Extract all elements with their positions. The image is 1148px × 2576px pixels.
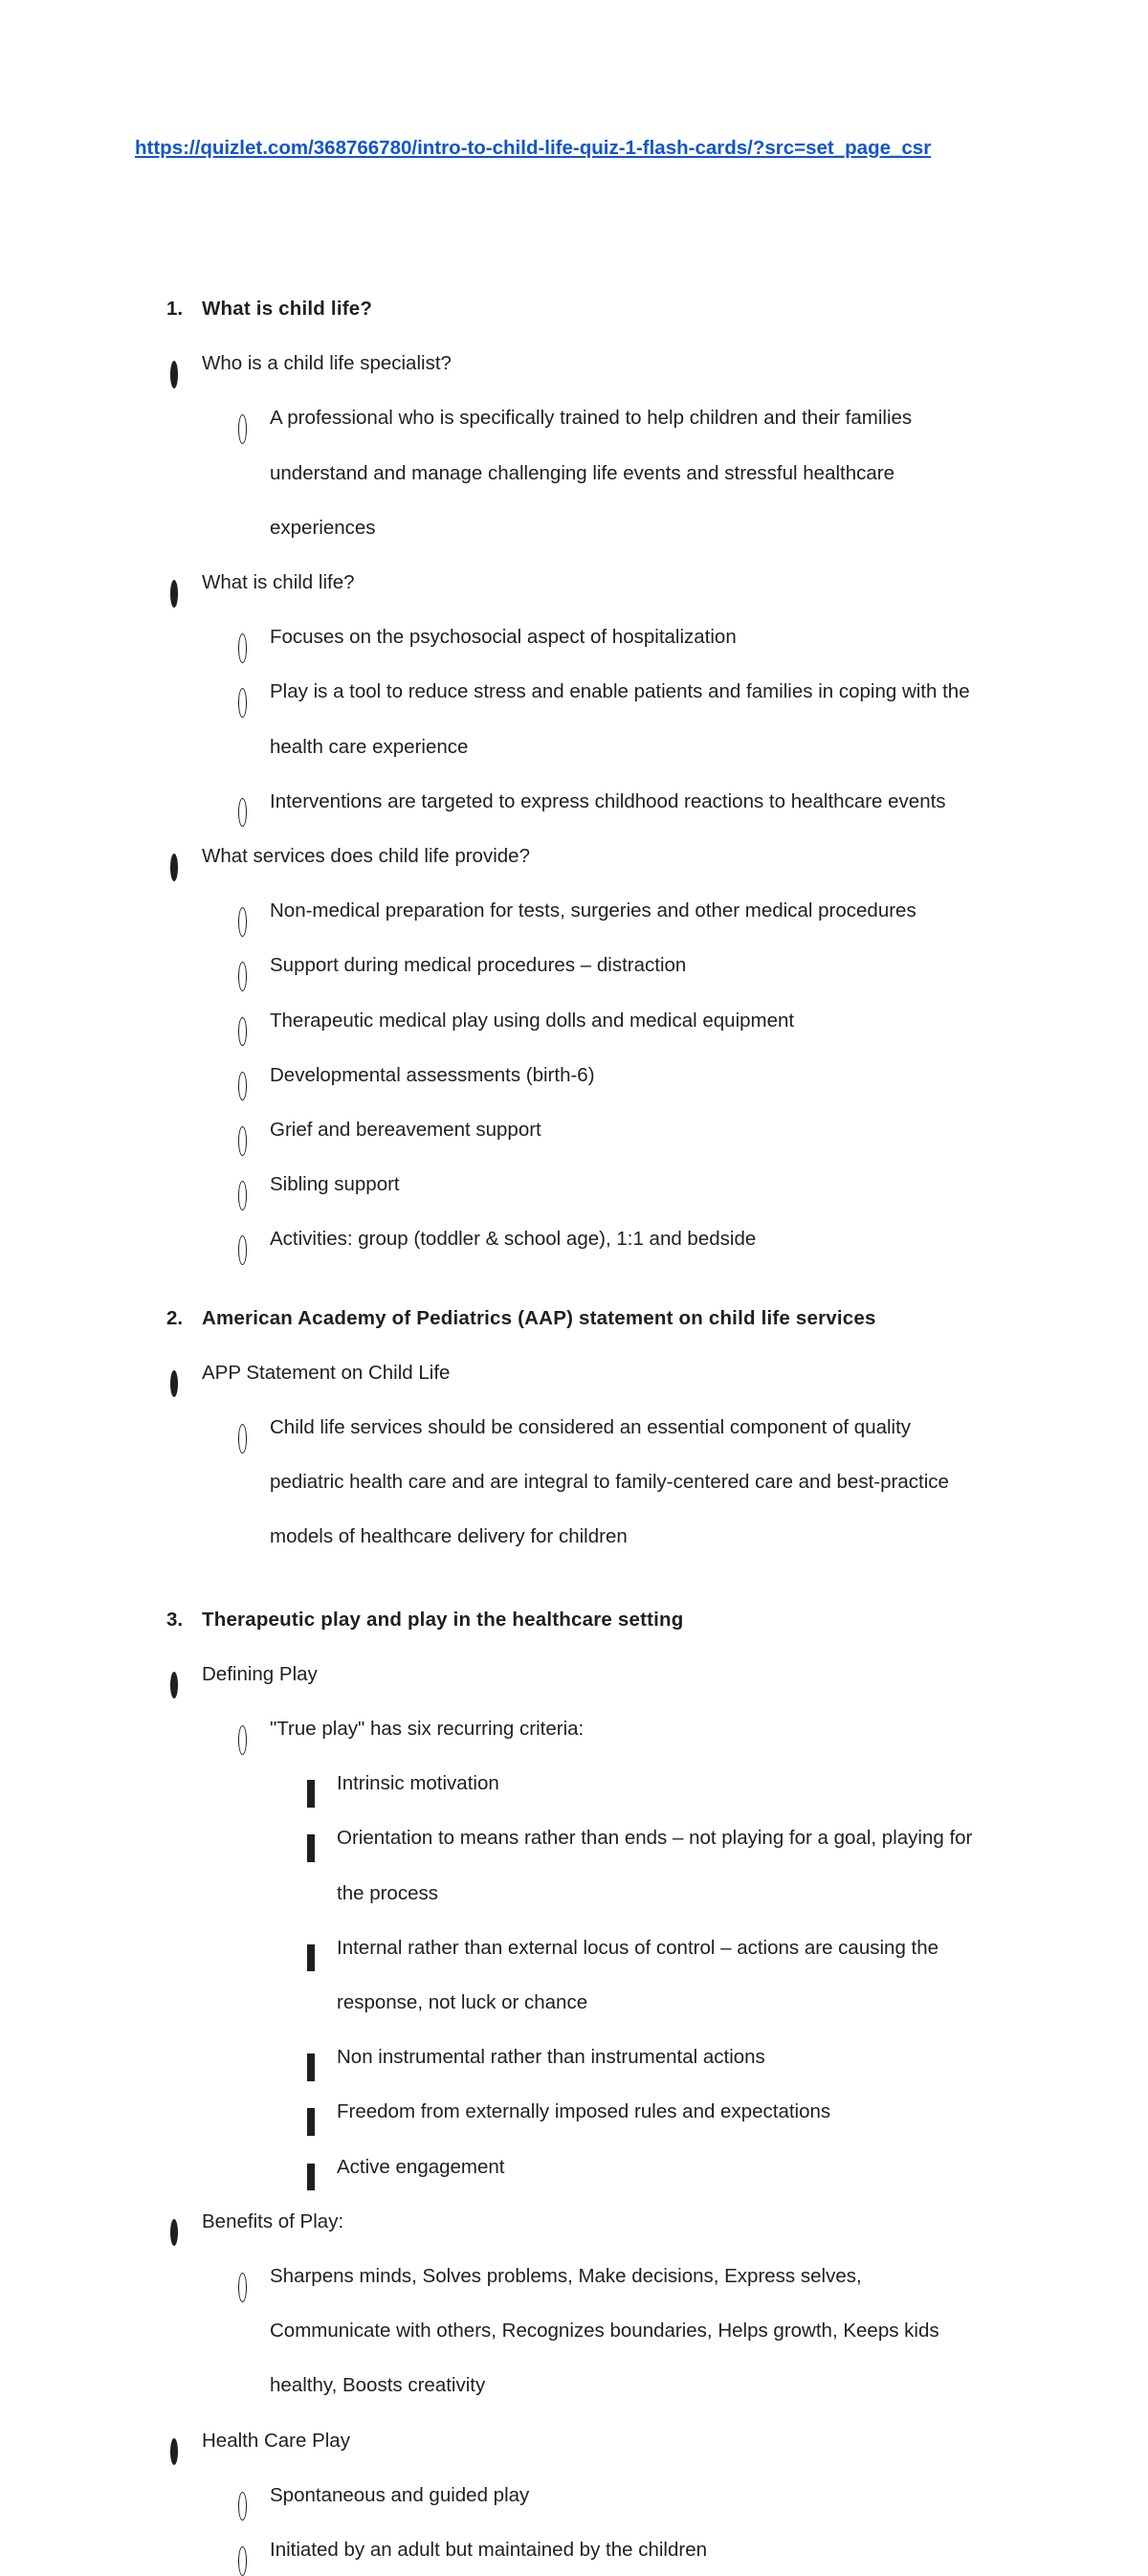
sub-list-item-text: models of healthcare delivery for children [270,1525,628,1548]
sub-list-item [0,405,1148,433]
sub-list-item [0,734,1148,762]
sub-sub-list-item-text: Non instrumental rather than instrumental actions [337,2046,765,2069]
sub-list-item-text: Activities: group (toddler & school age), 1:1 and bedside [270,1228,757,1251]
sub-list-item [0,2318,1148,2345]
bullet-circle-icon [238,2492,247,2521]
sub-list-item [0,1117,1148,1144]
sub-sub-list-item [0,1989,1148,2017]
sub-list-item [0,788,1148,816]
section-number: 3. [166,1608,184,1631]
section-number: 2. [166,1306,184,1329]
sub-list-item-text: Interventions are targeted to express childhood reactions to healthcare events [270,789,946,812]
sub-list-item-text: health care experience [270,735,469,758]
sub-list-item-text: Spontaneous and guided play [270,2483,530,2506]
sub-sub-list-item-text: Active engagement [337,2155,505,2178]
sub-list-item [0,1062,1148,1090]
bullet-circle-icon [238,688,247,718]
sub-sub-list-item [0,1825,1148,1853]
bullet-circle-icon [238,1181,247,1210]
bullet-circle-icon [238,1424,247,1454]
sub-list-item [0,1414,1148,1442]
sub-sub-list-item-text: the process [337,1881,438,1904]
bullet-circle-icon [238,962,247,991]
bullet-circle-icon [238,1072,247,1101]
sub-list-item [0,515,1148,543]
list-item [0,1661,1148,1689]
section-number: 1. [166,298,184,320]
sub-list-item-text: Sibling support [270,1173,400,1196]
sub-list-item [0,2537,1148,2565]
list-item [0,1360,1148,1388]
bullet-circle-icon [238,1017,247,1047]
sub-list-item-text: A professional who is specifically trained to help children and their families [270,407,913,430]
sub-sub-list-item [0,1770,1148,1798]
sub-sub-list-item [0,1935,1148,1963]
bullet-circle-icon [238,798,247,828]
sub-sub-list-item [0,2099,1148,2126]
sub-list-item-text: pediatric health care and are integral to family-centered care and best-practice [270,1471,949,1494]
sub-sub-list-item-text: Intrinsic motivation [337,1772,499,1795]
bullet-disc-icon [170,2219,178,2247]
sub-list-item-text: Sharpens minds, Solves problems, Make decisions, Express selves, [270,2264,862,2287]
section-title: What is child life? [202,298,373,320]
sub-list-item-text: Communicate with others, Recognizes boundaries, Helps growth, Keeps kids [270,2320,939,2343]
bullet-disc-icon [170,2438,178,2466]
sub-list-item-text: experiences [270,516,376,539]
sub-list-item-text: Initiated by an adult but maintained by the children [270,2538,707,2561]
bullet-disc-icon [170,361,178,389]
sub-list-item [0,898,1148,925]
sub-list-item-text: "True play" has six recurring criteria: [270,1718,585,1741]
sub-sub-list-item-text: Internal rather than external locus of control – actions are causing the [337,1936,939,1959]
section-title: American Academy of Pediatrics (AAP) statement on child life services [202,1306,876,1329]
sub-list-item [0,678,1148,706]
sub-list-item-text: Non-medical preparation for tests, surgeries and other medical procedures [270,899,916,922]
sub-list-item [0,2372,1148,2400]
sub-list-item-text: Grief and bereavement support [270,1118,541,1141]
sub-list-item-text: Therapeutic medical play using dolls and medical equipment [270,1009,795,1032]
bullet-circle-icon [238,1126,247,1156]
list-item [0,2209,1148,2236]
sub-list-item-text: Play is a tool to reduce stress and enable patients and families in coping with the [270,680,970,703]
list-item-text: What is child life? [202,570,355,593]
section-heading [0,1305,1148,1333]
section-title: Therapeutic play and play in the healthcare setting [202,1608,684,1631]
list-item-text: Who is a child life specialist? [202,352,452,375]
sub-list-item [0,2482,1148,2510]
sub-list-item-text: Developmental assessments (birth-6) [270,1063,595,1086]
bullet-disc-icon [170,1672,178,1699]
sub-list-item-text: understand and manage challenging life events and stressful healthcare [270,461,895,484]
sub-sub-list-item [0,2154,1148,2182]
list-item-text: Benefits of Play: [202,2210,344,2232]
sub-list-item-text: Focuses on the psychosocial aspect of hospitalization [270,626,737,649]
section-heading [0,296,1148,323]
bullet-circle-icon [238,1235,247,1265]
sub-list-item-text: healthy, Boosts creativity [270,2374,486,2397]
sub-sub-list-item-text: response, not luck or chance [337,1991,588,2013]
sub-list-item [0,1469,1148,1497]
bullet-disc-icon [170,1370,178,1398]
bullet-square-icon [307,1780,315,1808]
sub-list-item [0,952,1148,980]
sub-list-item [0,1171,1148,1199]
list-item [0,2428,1148,2455]
bullet-circle-icon [238,907,247,937]
list-item-text: Defining Play [202,1662,318,1685]
list-item [0,569,1148,597]
sub-sub-list-item [0,2044,1148,2072]
bullet-square-icon [307,2108,315,2136]
sub-list-item [0,1716,1148,1743]
bullet-square-icon [307,2054,315,2081]
sub-list-item [0,1008,1148,1035]
section-heading [0,1607,1148,1634]
list-item-text: Health Care Play [202,2429,350,2452]
list-item [0,843,1148,871]
bullet-square-icon [307,2164,315,2191]
bullet-circle-icon [238,2273,247,2302]
bullet-disc-icon [170,580,178,608]
bullet-square-icon [307,1834,315,1862]
list-item [0,350,1148,378]
bullet-circle-icon [238,1725,247,1755]
sub-sub-list-item-text: Freedom from externally imposed rules and expectations [337,2100,831,2123]
bullet-circle-icon [238,633,247,663]
bullet-square-icon [307,1944,315,1972]
sub-list-item [0,624,1148,652]
sub-list-item-text: Child life services should be considered an essential component of quality [270,1416,912,1439]
sub-sub-list-item-text: Orientation to means rather than ends – not playing for a goal, playing for [337,1827,973,1850]
quizlet-link[interactable]: https://quizlet.com/368766780/intro-to-child-life-quiz-1-flash-cards/?src=set_page_csr [135,137,932,159]
document-body [0,134,1148,2561]
bullet-disc-icon [170,854,178,881]
bullet-circle-icon [238,414,247,444]
sub-list-item-text: Support during medical procedures – distraction [270,954,687,977]
sub-sub-list-item [0,1880,1148,1908]
bullet-circle-icon [238,2546,247,2576]
sub-list-item [0,460,1148,488]
sub-list-item [0,1523,1148,1551]
sub-list-item [0,2263,1148,2291]
list-item-text: APP Statement on Child Life [202,1361,451,1384]
sub-list-item [0,1226,1148,1254]
list-item-text: What services does child life provide? [202,844,530,867]
